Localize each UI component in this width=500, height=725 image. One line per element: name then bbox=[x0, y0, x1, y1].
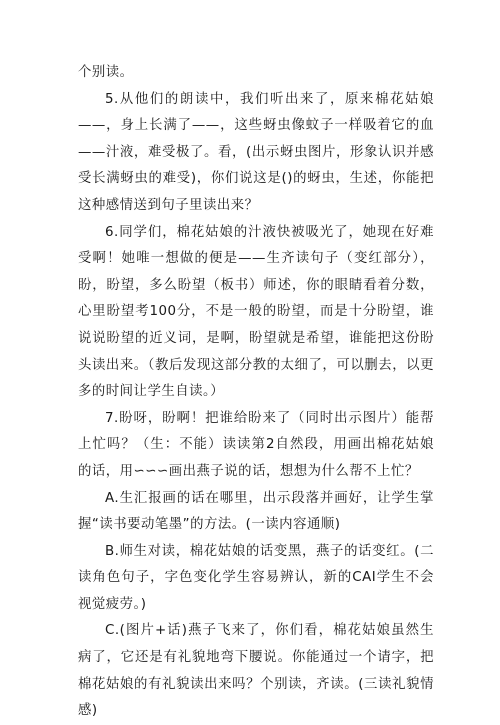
paragraph-step-6: 6.同学们，棉花姑娘的汁液快被吸光了，她现在好难受啊！她唯一想做的便是——生齐读句子（变红部分），盼，盼望，多么盼望（板书）师述，你的眼睛看着分数，心里盼望考100分，不是一般的盼望，而是十分盼望，谁说说盼望的近义词，是啊，盼望就是希望，谁能把这份盼头读出来。（教后发现这部分教的太细了，可以删去，以更多的时间让学生自读。） bbox=[78, 224, 434, 400]
paragraph-item-a: A.生汇报画的话在哪里，出示段落并画好，让学生掌握“读书要动笔墨”的方法。(一读内容通顺) bbox=[78, 490, 434, 533]
paragraph-item-b: B.师生对读，棉花姑娘的话变黑，燕子的话变红。(二读角色句子，字色变化学生容易辨认，新的CAI学生不会视觉疲劳。) bbox=[78, 543, 434, 612]
paragraph-item-c: C.(图片+话)燕子飞来了，你们看，棉花姑娘虽然生病了，它还是有礼貌地弯下腰说。你能通过一个请字，把棉花姑娘的有礼貌读出来吗？个别读，齐读。(三读礼貌情感) bbox=[78, 623, 434, 719]
paragraph-continuation: 个别读。 bbox=[78, 65, 134, 80]
paragraph-step-5: 5.从他们的朗读中，我们听出来了，原来棉花姑娘——，身上长满了——，这些蚜虫像蚊子一样吸着它的血——汁液，难受极了。看，(出示蚜虫图片，形象认识并感受长满蚜虫的难受)，你们说这是()的蚜虫，生述，你能把这种感情送到句子里读出来？ bbox=[78, 91, 434, 213]
paragraph-step-7: 7.盼呀，盼啊！把谁给盼来了（同时出示图片）能帮上忙吗？（生：不能）读读第2自然段，用画出棉花姑娘的话，用∽∽∽画出燕子说的话，想想为什么帮不上忙？ bbox=[78, 410, 434, 479]
body-text bbox=[78, 60, 434, 725]
